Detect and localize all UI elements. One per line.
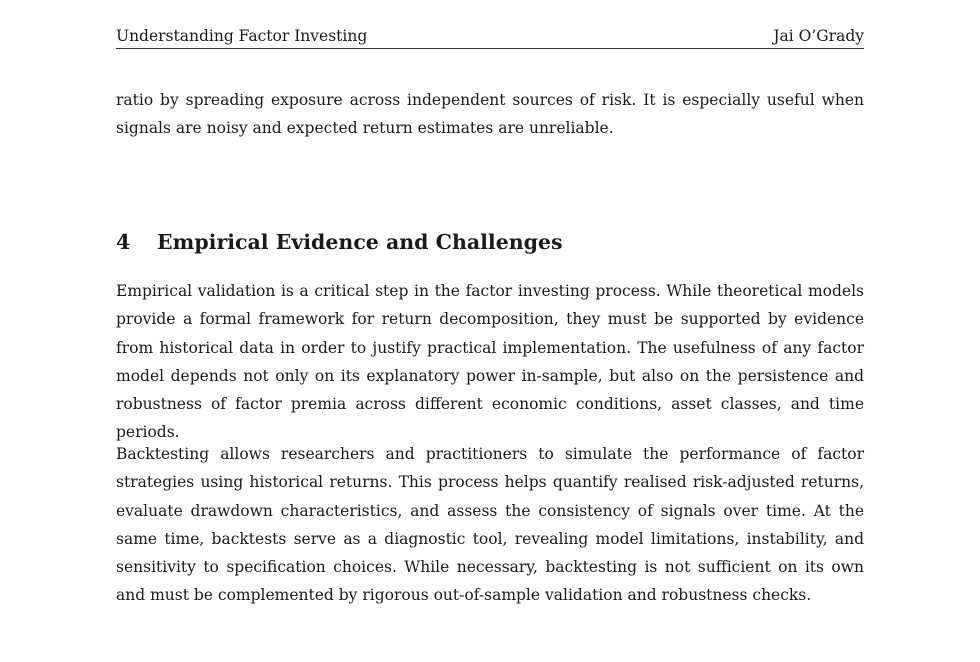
section-number: 4 [116,230,131,254]
running-header [116,25,864,49]
header-document-title: Understanding Factor Investing [116,27,368,45]
continuation-paragraph: ratio by spreading exposure across independent sources of risk. It is especially useful when signals are noisy and expected return estimates are unreliable. [116,91,864,138]
section-heading [116,228,864,256]
header-author: Jai O’Grady [773,27,864,45]
body-paragraph: Empirical validation is a critical step in the factor investing process. While theoretical models provide a formal framework for return decomposition, they must be supported by evidence from historical data in order to justify practical implementation. The usefulness of any factor model depends not only on its explanatory power in-sample, but also on the persistence and robustness of factor premia across different economic conditions, asset classes, and time periods. [116,282,864,442]
section-title: Empirical Evidence and Challenges [157,230,563,254]
body-paragraph: Backtesting allows researchers and practitioners to simulate the performance of factor strategies using historical returns. This process helps quantify realised risk-adjusted returns, evaluate drawdown characteristics, and assess the consistency of signals over time. At the same time, backtests serve as a diagnostic tool, revealing model limitations, instability, and sensitivity to specification choices. While necessary, backtesting is not sufficient on its own and must be complemented by rigorous out-of-sample validation and robustness checks. [116,445,864,605]
document-page [116,0,864,662]
